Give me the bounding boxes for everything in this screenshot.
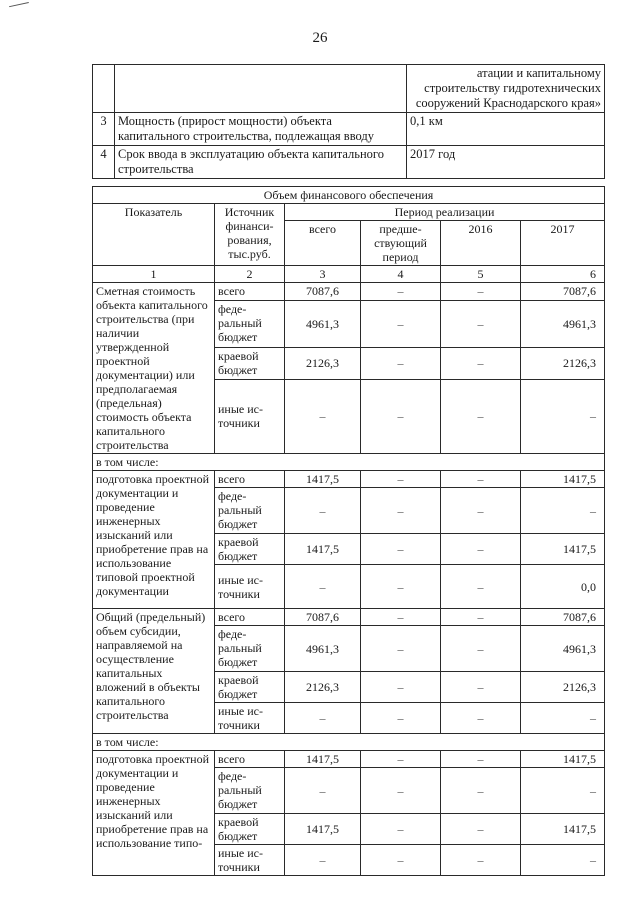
source-label: краевой бюджет xyxy=(215,672,285,703)
col-number: 5 xyxy=(441,266,521,283)
col-number: 4 xyxy=(361,266,441,283)
source-label: всего xyxy=(215,471,285,488)
source-label: всего xyxy=(215,609,285,626)
finance-table xyxy=(92,186,605,876)
value-cell: – xyxy=(441,703,521,734)
value-cell: – xyxy=(521,488,605,534)
value-cell: – xyxy=(285,703,361,734)
table-row xyxy=(93,146,605,179)
row-value: 2017 год xyxy=(407,146,605,179)
header-indicator: Показатель xyxy=(93,204,215,266)
value-cell: – xyxy=(285,845,361,876)
value-cell: – xyxy=(441,534,521,565)
source-label: всего xyxy=(215,283,285,301)
value-cell: 7087,6 xyxy=(521,283,605,301)
table-row xyxy=(93,609,605,626)
indicator-label: Сметная стоимость объекта капитального строительства (при наличии утвержденной проектной документации) или предполагаемая (предельная) стоимость объекта капитального строительства xyxy=(93,283,215,454)
value-cell: – xyxy=(361,471,441,488)
indicator-label: подготовка проектной документации и проведение инженерных изысканий или приобретение прав на использование типо- xyxy=(93,751,215,876)
value-cell: 7087,6 xyxy=(285,609,361,626)
page-number: 26 xyxy=(312,30,328,46)
value-cell: 1417,5 xyxy=(285,751,361,768)
row-name xyxy=(115,65,407,113)
value-cell: – xyxy=(521,703,605,734)
value-cell: – xyxy=(521,768,605,814)
value-cell: – xyxy=(361,347,441,379)
value-cell: 7087,6 xyxy=(285,283,361,301)
value-cell: 4961,3 xyxy=(521,300,605,347)
source-label: краевой бюджет xyxy=(215,814,285,845)
value-cell: – xyxy=(441,768,521,814)
value-cell: – xyxy=(441,845,521,876)
table-row xyxy=(93,204,605,221)
table-row xyxy=(93,734,605,751)
row-name: Мощность (прирост мощности) объекта капитального строительства, подлежащая вводу xyxy=(115,113,407,146)
source-label: феде-ральный бюджет xyxy=(215,488,285,534)
value-cell: – xyxy=(361,814,441,845)
finance-title: Объем финансового обеспечения xyxy=(93,187,605,204)
in-that-row: в том числе: xyxy=(93,454,605,471)
value-cell: 1417,5 xyxy=(521,471,605,488)
source-label: краевой бюджет xyxy=(215,534,285,565)
in-that-row: в том числе: xyxy=(93,734,605,751)
source-label: иные ис-точники xyxy=(215,379,285,453)
table-row xyxy=(93,454,605,471)
value-cell: – xyxy=(285,488,361,534)
value-cell: 2126,3 xyxy=(285,672,361,703)
value-cell: – xyxy=(361,609,441,626)
value-cell: – xyxy=(441,672,521,703)
source-label: всего xyxy=(215,751,285,768)
value-cell: 4961,3 xyxy=(285,626,361,672)
value-cell: – xyxy=(285,768,361,814)
value-cell: 2126,3 xyxy=(521,347,605,379)
value-cell: – xyxy=(361,751,441,768)
indicator-label: подготовка проектной документации и проведение инженерных изысканий или приобретение прав на использование типовой проектной документации xyxy=(93,471,215,609)
value-cell: 0,0 xyxy=(521,565,605,609)
value-cell: – xyxy=(441,488,521,534)
value-cell: – xyxy=(441,751,521,768)
value-cell: – xyxy=(285,565,361,609)
value-cell: 4961,3 xyxy=(285,300,361,347)
value-cell: – xyxy=(361,626,441,672)
source-label: иные ис-точники xyxy=(215,703,285,734)
col-number: 2 xyxy=(215,266,285,283)
value-cell: – xyxy=(361,379,441,453)
value-cell: – xyxy=(441,565,521,609)
value-cell: 1417,5 xyxy=(521,534,605,565)
source-label: иные ис-точники xyxy=(215,845,285,876)
value-cell: – xyxy=(361,768,441,814)
value-cell: 7087,6 xyxy=(521,609,605,626)
source-label: феде-ральный бюджет xyxy=(215,300,285,347)
value-cell: – xyxy=(441,283,521,301)
source-label: иные ис-точники xyxy=(215,565,285,609)
table-row xyxy=(93,65,605,113)
row-number xyxy=(93,65,115,113)
value-cell: 4961,3 xyxy=(521,626,605,672)
value-cell: 2126,3 xyxy=(285,347,361,379)
value-cell: 1417,5 xyxy=(521,751,605,768)
header-period: Период реализации xyxy=(285,204,605,221)
col-number: 1 xyxy=(93,266,215,283)
row-name: Срок ввода в эксплуатацию объекта капитального строительства xyxy=(115,146,407,179)
source-label: феде-ральный бюджет xyxy=(215,626,285,672)
col-number: 6 xyxy=(521,266,605,283)
value-cell: – xyxy=(361,565,441,609)
value-cell: – xyxy=(361,703,441,734)
value-cell: 1417,5 xyxy=(521,814,605,845)
value-cell: – xyxy=(361,488,441,534)
col-number: 3 xyxy=(285,266,361,283)
value-cell: – xyxy=(441,814,521,845)
value-cell: – xyxy=(285,379,361,453)
source-label: феде-ральный бюджет xyxy=(215,768,285,814)
row-number: 3 xyxy=(93,113,115,146)
value-cell: 2126,3 xyxy=(521,672,605,703)
row-number: 4 xyxy=(93,146,115,179)
value-cell: – xyxy=(361,672,441,703)
value-cell: – xyxy=(361,534,441,565)
table-row xyxy=(93,751,605,768)
value-cell: – xyxy=(441,471,521,488)
row-value: 0,1 км xyxy=(407,113,605,146)
value-cell: – xyxy=(361,283,441,301)
value-cell: – xyxy=(441,626,521,672)
value-cell: – xyxy=(441,379,521,453)
value-cell: – xyxy=(521,845,605,876)
value-cell: – xyxy=(521,379,605,453)
scan-corner-mark xyxy=(9,2,31,17)
value-cell: – xyxy=(441,300,521,347)
header-total: всего xyxy=(285,221,361,266)
value-cell: 1417,5 xyxy=(285,534,361,565)
table-row xyxy=(93,187,605,204)
table-row xyxy=(93,266,605,283)
table-row xyxy=(93,283,605,301)
row-value: атации и капитальному строительству гидротехнических сооружений Краснодарского края» xyxy=(407,65,605,113)
value-cell: – xyxy=(441,609,521,626)
value-cell: – xyxy=(361,300,441,347)
header-2017: 2017 xyxy=(521,221,605,266)
header-source: Источник финанси-рования, тыс.руб. xyxy=(215,204,285,266)
table-row xyxy=(93,471,605,488)
value-cell: 1417,5 xyxy=(285,814,361,845)
table-row xyxy=(93,113,605,146)
indicator-label: Общий (предельный) объем субсидии, направляемой на осуществление капитальных вложений в объекты капитального строительства xyxy=(93,609,215,734)
object-info-table xyxy=(92,64,605,179)
value-cell: – xyxy=(361,845,441,876)
header-2016: 2016 xyxy=(441,221,521,266)
source-label: краевой бюджет xyxy=(215,347,285,379)
header-prev-period: предше-ствующий период xyxy=(361,221,441,266)
value-cell: – xyxy=(441,347,521,379)
value-cell: 1417,5 xyxy=(285,471,361,488)
